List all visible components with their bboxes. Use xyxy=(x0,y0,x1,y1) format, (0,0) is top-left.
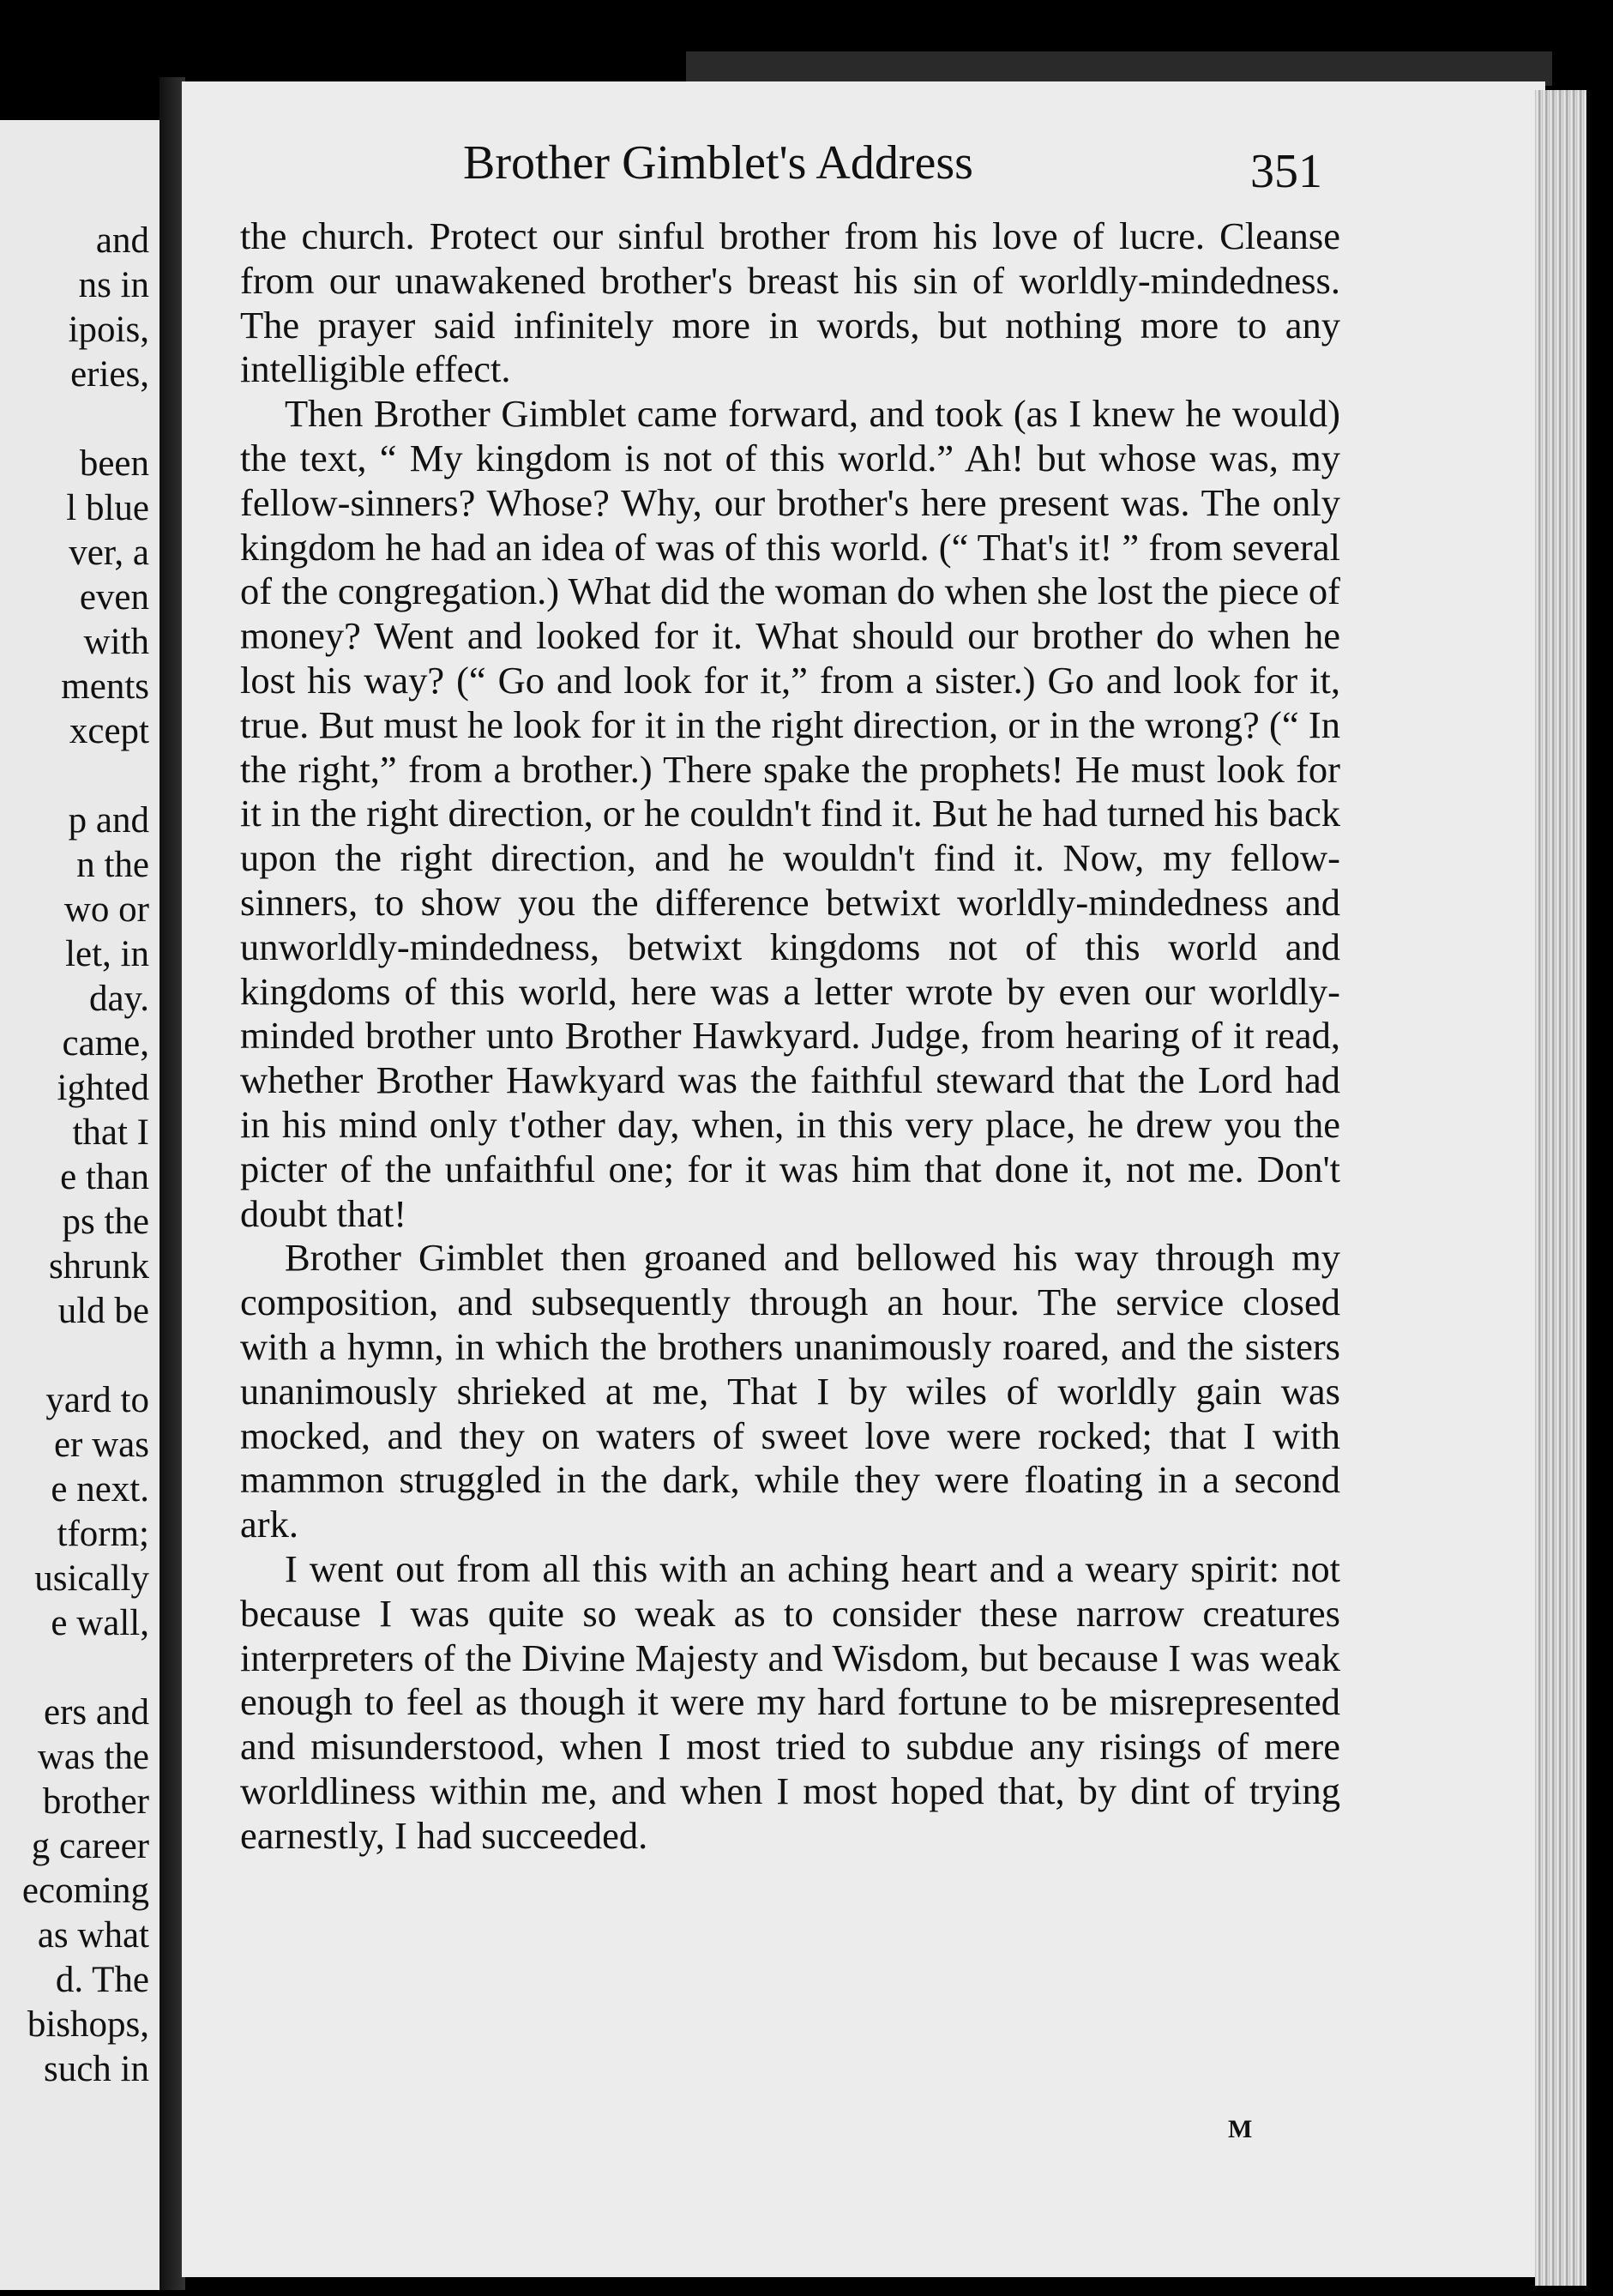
left-page-line: ers and xyxy=(44,1692,149,1733)
left-page-text xyxy=(22,219,149,2092)
body-text xyxy=(240,214,1340,1858)
left-page-line: xcept xyxy=(69,711,149,751)
left-page-line: came, xyxy=(62,1023,149,1064)
left-page-line: ments xyxy=(61,666,149,707)
left-page-line: e than xyxy=(60,1157,149,1197)
left-page-line: as what xyxy=(37,1915,149,1956)
left-page-line: ns in xyxy=(78,265,149,305)
left-page-line: day. xyxy=(88,979,149,1019)
paragraph: the church. Protect our sinful brother from his love of lucre. Cleanse from our unawakened brother's breast his sin of worldly-mindedness. The prayer said infinitely more in words, but nothing more to any intelligible effect. xyxy=(240,214,1340,391)
left-page-line xyxy=(22,1334,149,1378)
left-page-line xyxy=(22,1646,149,1690)
left-page-line: such in xyxy=(43,2049,149,2089)
left-page-line: and xyxy=(95,220,149,261)
left-page-line: was the xyxy=(37,1737,149,1777)
left-page-line: that I xyxy=(72,1112,149,1153)
left-page-line: wo or xyxy=(63,889,149,930)
left-page-line: usically xyxy=(34,1558,149,1599)
top-edge-shadow xyxy=(686,51,1552,86)
left-page-line: d. The xyxy=(55,1960,149,2000)
left-page-line: ighted xyxy=(57,1068,149,1108)
left-page-line: brother xyxy=(42,1781,149,1822)
left-page-line: bishops, xyxy=(27,2004,149,2045)
left-page-line: p and xyxy=(68,800,149,841)
signature-mark: M xyxy=(1228,2115,1253,2143)
left-page-line: ps the xyxy=(62,1202,149,1242)
page-number: 351 xyxy=(1250,145,1322,198)
left-page-line xyxy=(22,754,149,798)
left-page-line: er was xyxy=(53,1425,149,1465)
left-page-line: g career xyxy=(31,1826,149,1866)
left-page-line: even xyxy=(79,577,149,618)
left-page-line: been xyxy=(79,443,149,484)
left-page-line: ipois, xyxy=(68,310,149,350)
paragraph: Brother Gimblet then groaned and bellowed his way through my composition, and subsequently through an hour. The service closed with a hymn, in which the brothers unanimously roared, and the sisters unanimously shrieked at me, That I by wiles of worldly gain was mocked, and they on waters of sweet love were rocked; that I with mammon struggled in the dark, while they were floating in a second ark. xyxy=(240,1236,1340,1546)
page-header xyxy=(463,136,1355,204)
left-page-line: shrunk xyxy=(48,1246,149,1287)
left-page-line: with xyxy=(83,622,149,662)
left-facing-page xyxy=(0,120,161,2290)
left-page-line: tform; xyxy=(57,1514,149,1554)
paragraph: Then Brother Gimblet came forward, and took (as I knew he would) the text, “ My kingdom is not of this world.” Ah! but whose was, my fellow-sinners? Whose? Why, our brother's here present was. The only kingdom he had an idea of was of this world. (“ That's it! ” from several of the congregation.) What did the woman do when she lost the piece of money? Went and looked for it. What should our brother do when he lost his way? (“ Go and look for it,” from a sister.) Go and look for it, true. But must he look for it in the right direction, or in the wrong? (“ In the right,” from a brother.) There spake the prophets! He must look for it in the right direction, or he couldn't find it. But he had turned his back upon the right direction, and he wouldn't find it. Now, my fellow-sinners, to show you the difference betwixt worldly-mindedness and unworldly-mindedness, betwixt kingdoms not of this world and kingdoms of this world, here was a letter wrote by even our worldly-minded brother unto Brother Hawkyard. Judge, from hearing of it read, whether Brother Hawkyard was the faithful steward that the Lord had in his mind only t'other day, when, in this very place, he drew you the picter of the unfaithful one; for it was him that done it, not me. Don't doubt that! xyxy=(240,392,1340,1235)
left-page-line: uld be xyxy=(57,1291,149,1331)
left-page-line: let, in xyxy=(65,934,149,974)
left-page-line: l blue xyxy=(66,488,149,528)
left-page-line xyxy=(22,397,149,442)
running-title: Brother Gimblet's Address xyxy=(463,136,973,190)
left-page-line: eries, xyxy=(70,354,149,395)
left-page-line: ecoming xyxy=(21,1871,149,1911)
left-page-line: yard to xyxy=(45,1380,149,1420)
left-page-line: e wall, xyxy=(51,1603,149,1643)
page-edges xyxy=(1535,90,1586,2286)
paragraph: I went out from all this with an aching heart and a weary spirit: not because I was quite so weak as to consider these narrow creatures interpreters of the Divine Majesty and Wisdom, but because I was weak enough to feel as though it were my hard fortune to be misrepresented and misunderstood, when I most tried to subdue any risings of mere worldliness within me, and when I most hoped that, by dint of trying earnestly, I had succeeded. xyxy=(240,1546,1340,1857)
left-page-line: e next. xyxy=(51,1469,149,1510)
left-page-line: ver, a xyxy=(69,533,149,573)
left-page-line: n the xyxy=(76,845,149,885)
